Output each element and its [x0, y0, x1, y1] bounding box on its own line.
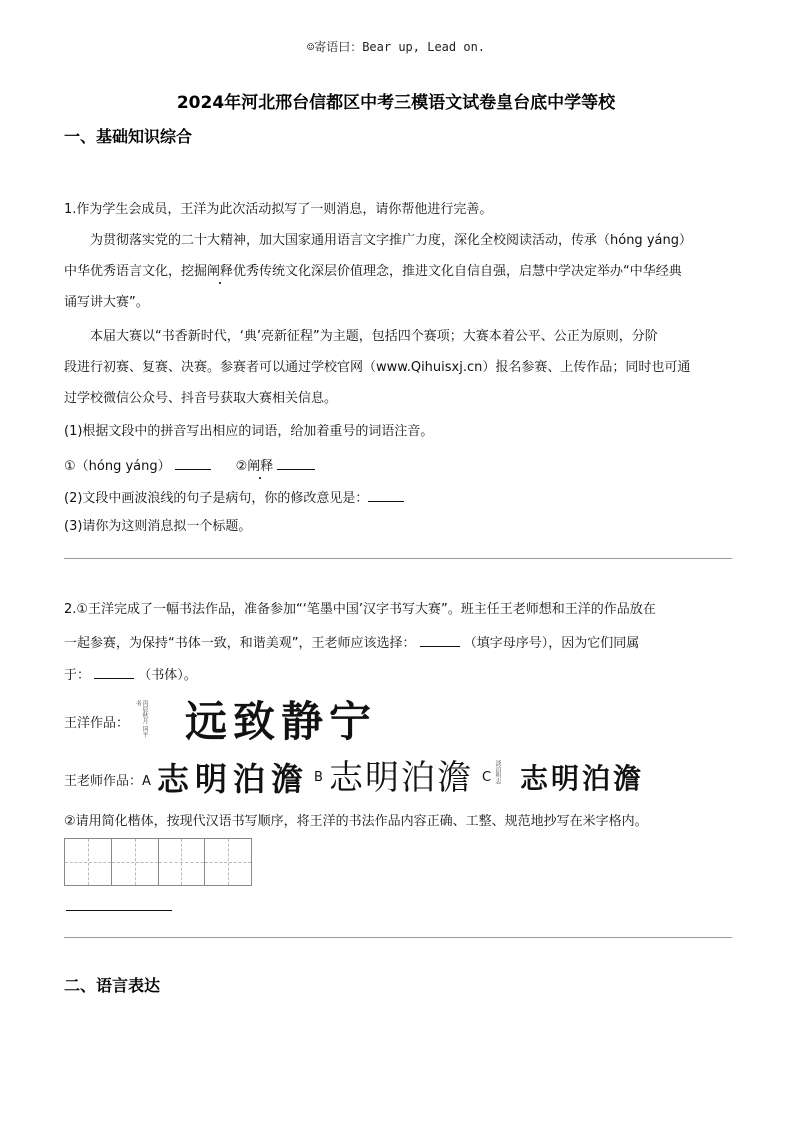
- q1-para2-line1: 本届大赛以“书香新时代，‘典’亮新征程”为主题，包括四个赛项；大赛本着公平、公正为原则，分阶: [90, 329, 658, 344]
- option-c-letter: C: [482, 770, 492, 785]
- teacher-work-label: 王老师作品：A: [64, 774, 151, 789]
- grid-cell[interactable]: [159, 839, 206, 885]
- option-c-seal: 淡泊明志: [494, 760, 501, 784]
- q1-para2-line2: 段进行初赛、复赛、决赛。参赛者可以通过学校官网（www.Qihuisxj.cn）报名参赛、上传作品；同时也可通: [64, 360, 691, 375]
- q1-para2-line3: 过学校微信公众号、抖音号获取大赛相关信息。: [64, 391, 338, 406]
- option-c-calligraphy-image: 志明泊澹: [519, 762, 644, 795]
- q1-sub1-answers: ①（hóng yáng） ②阐释: [64, 454, 736, 477]
- q1-intro: 1.作为学生会成员，王洋为此次活动拟写了一则消息，请你帮他进行完善。: [64, 202, 493, 217]
- q2-line2: 一起参赛，为保持“书体一致，和谐美观”，王老师应该选择： （填字母序号），因为它们同属: [64, 631, 736, 654]
- page-header-motto: ☺寄语曰：Bear up, Lead on.: [306, 40, 486, 54]
- q1-para1-line3: 诵写讲大赛”。: [64, 295, 149, 310]
- section-title-basics: 一、基础知识综合: [64, 127, 193, 146]
- q1-para1-line1: 为贯彻落实党的二十大精神，加大国家通用语言文字推广力度，深化全校阅读活动，传承（hóng yáng）: [90, 233, 692, 248]
- q2-line3: 于： （书体）。: [64, 663, 736, 686]
- divider: [64, 558, 732, 559]
- divider: [64, 937, 732, 938]
- exam-title: 2024年河北邢台信都区中考三模语文试卷皇台底中学等校: [176, 93, 616, 113]
- q1-para1-line2: 中华优秀语言文化，挖掘阐释优秀传统文化深层价值理念，推进文化自信自强，启慧中学决定举办“中华经典: [64, 264, 682, 279]
- wang-work-label: 王洋作品：: [64, 716, 130, 731]
- grid-cell[interactable]: [65, 839, 112, 885]
- wang-calligraphy-image: 远致静宁: [184, 697, 377, 746]
- q1-sub1: (1)根据文段中的拼音写出相应的词语，给加着重号的词语注音。: [64, 424, 434, 439]
- answer-blank-2[interactable]: [277, 454, 315, 470]
- q2-sub2: ②请用简化楷体，按现代汉语书写顺序，将王洋的书法作品内容正确、工整、规范地抄写在米字格内。: [64, 814, 648, 829]
- option-b-letter: B: [314, 770, 323, 785]
- section-title-expression: 二、语言表达: [64, 976, 161, 995]
- wang-work-seal: 丙辰秋月 国平书: [134, 700, 148, 738]
- q1-sub3: (3)请你为这则消息拟一个标题。: [64, 519, 252, 534]
- option-a-calligraphy-image: 志明泊澹: [156, 760, 309, 798]
- answer-blank-5[interactable]: [94, 663, 134, 679]
- answer-blank-3[interactable]: [368, 486, 404, 502]
- option-b-calligraphy-image: 志明泊澹: [329, 758, 473, 798]
- emphasized-word-2: 阐释: [247, 459, 274, 474]
- answer-line[interactable]: [66, 910, 172, 911]
- answer-blank-4[interactable]: [420, 631, 460, 647]
- q2-line1: 2.①王洋完成了一幅书法作品，准备参加“‘笔墨中国’汉字书写大赛”。班主任王老师想和王洋的作品放在: [64, 602, 656, 617]
- answer-blank-1[interactable]: [175, 454, 211, 470]
- emphasized-word: 阐释: [207, 264, 234, 279]
- grid-cell[interactable]: [112, 839, 159, 885]
- q1-sub2: (2)文段中画波浪线的句子是病句，你的修改意见是：: [64, 486, 736, 509]
- writing-grid[interactable]: [64, 838, 252, 886]
- grid-cell[interactable]: [205, 839, 251, 885]
